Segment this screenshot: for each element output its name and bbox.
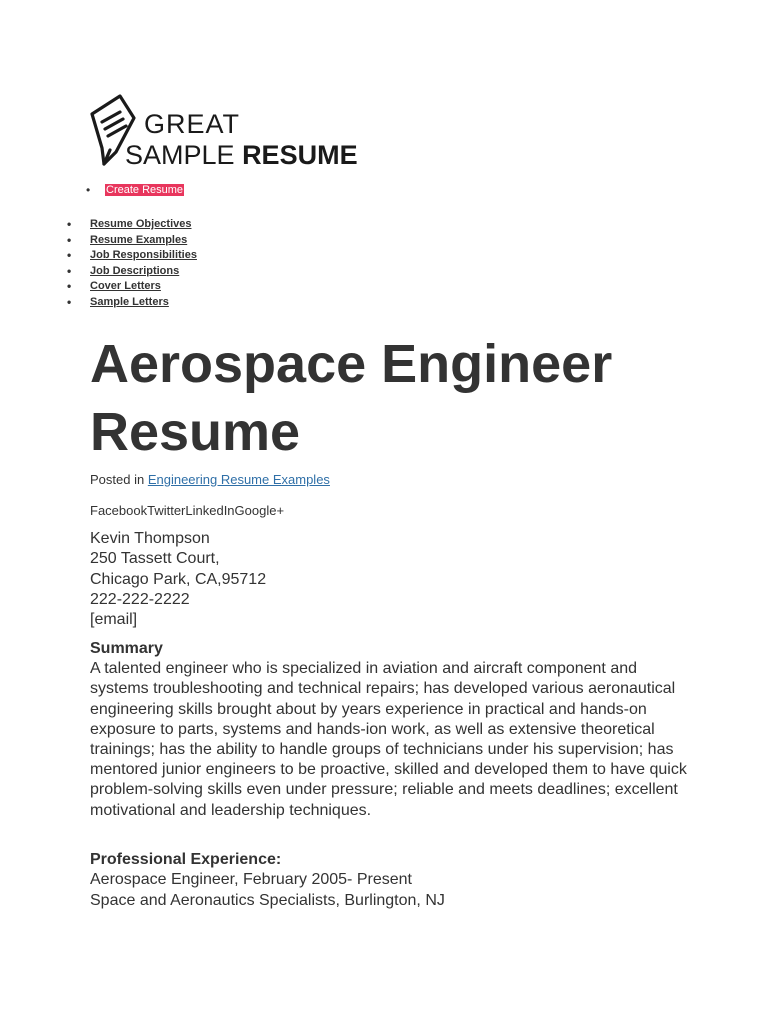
summary-section bbox=[90, 639, 690, 821]
nav-link-cover-letters[interactable]: Cover Letters bbox=[90, 280, 161, 292]
nav-link-job-descriptions[interactable]: Job Descriptions bbox=[90, 264, 180, 277]
contact-name: Kevin Thompson bbox=[90, 530, 210, 547]
create-resume-button[interactable]: Create Resume bbox=[106, 184, 184, 196]
nav-item-cover-letters bbox=[67, 279, 197, 295]
posted-in-line bbox=[90, 472, 330, 487]
share-linkedin-link[interactable]: LinkedIn bbox=[185, 503, 235, 518]
share-twitter-link[interactable]: Twitter bbox=[147, 503, 186, 518]
contact-phone: 222-222-2222 bbox=[90, 590, 190, 608]
contact-address-line1: 250 Tassett Court, bbox=[90, 550, 220, 568]
nav-link-resume-examples[interactable]: Resume Examples bbox=[90, 233, 188, 246]
nav-item-resume-objectives bbox=[67, 217, 197, 233]
logo-text-resume: RESUME bbox=[242, 140, 358, 170]
category-link[interactable]: Engineering Resume Examples bbox=[147, 472, 330, 487]
experience-heading: Professional Experience: bbox=[90, 851, 282, 868]
contact-address-line2: Chicago Park, CA,95712 bbox=[90, 570, 267, 588]
posted-prefix: Posted in bbox=[90, 472, 148, 487]
contact-email: [email] bbox=[90, 611, 138, 629]
employer-line: Space and Aeronautics Specialists, Burlington, NJ bbox=[90, 891, 445, 909]
nav-item-job-responsibilities bbox=[67, 248, 197, 264]
logo-text-great: GREAT bbox=[144, 109, 241, 139]
job-title-line: Aerospace Engineer, February 2005- Present bbox=[90, 871, 412, 889]
site-logo[interactable] bbox=[88, 92, 388, 172]
nav-link-job-responsibilities[interactable]: Job Responsibilities bbox=[90, 249, 197, 261]
share-google-plus-link[interactable]: Google+ bbox=[234, 503, 285, 518]
cta-list bbox=[86, 183, 184, 197]
main-nav bbox=[67, 217, 197, 310]
nav-item-resume-examples bbox=[67, 233, 197, 249]
nav-link-resume-objectives[interactable]: Resume Objectives bbox=[90, 218, 192, 230]
contact-block bbox=[90, 529, 266, 630]
social-share-links bbox=[90, 503, 284, 518]
logo-text-sample: SAMPLE bbox=[125, 140, 235, 170]
share-facebook-link[interactable]: Facebook bbox=[90, 503, 148, 518]
nav-item-sample-letters bbox=[67, 295, 197, 311]
experience-section bbox=[90, 850, 690, 911]
nav-item-job-descriptions bbox=[67, 264, 197, 280]
logo-text-sample-resume bbox=[125, 142, 358, 169]
summary-heading: Summary bbox=[90, 640, 163, 657]
summary-text: A talented engineer who is specialized in aviation and aircraft component and systems troubleshooting and technical repairs; has developed various aeronautical engineering skills brought about by years experience in practical and hands-on exposure to parts, systems and hands-ion work, as well as extensive theoretical trainings; has the ability to handle groups of technicians under his supervision; has mentored junior engineers to be proactive, skilled and developed them to have quick problem-solving skills even under pressure; reliable and meets deadlines; excellent motivational and leadership techniques. bbox=[90, 660, 687, 819]
page-title: Aerospace Engineer Resume bbox=[90, 334, 613, 462]
nav-link-sample-letters[interactable]: Sample Letters bbox=[90, 295, 169, 308]
cta-list-item bbox=[86, 183, 184, 197]
